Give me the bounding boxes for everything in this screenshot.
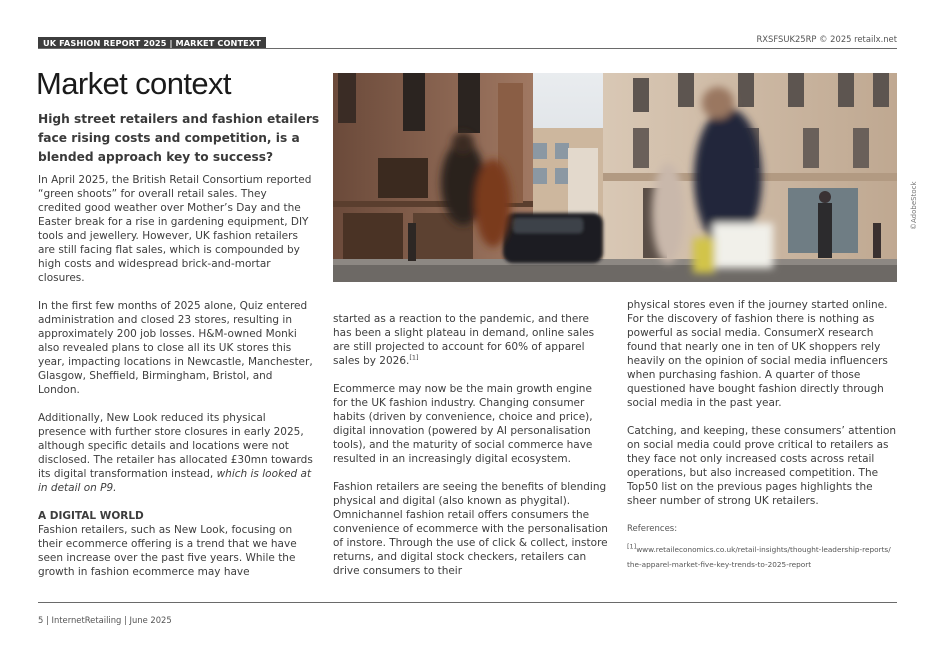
column-two bbox=[333, 312, 608, 592]
page-title: Market context bbox=[36, 66, 231, 101]
section-tag: UK FASHION REPORT 2025 | MARKET CONTEXT bbox=[38, 37, 266, 49]
street-photo bbox=[333, 73, 897, 282]
header-divider bbox=[38, 48, 897, 49]
footer-divider bbox=[38, 602, 897, 603]
column-three bbox=[627, 298, 902, 572]
paragraph: Catching, and keeping, these consumers’ attention on social media could prove critical to retailers as they face not only increased costs across retail operations, but also increased competition. The Top50 list on the previous pages highlights the sheer number of strong UK retailers. bbox=[627, 425, 897, 507]
report-reference: RXSFSUK25RP © 2025 retailx.net bbox=[756, 34, 897, 44]
page-footer: 5 | InternetRetailing | June 2025 bbox=[38, 615, 172, 625]
paragraph: Fashion retailers, such as New Look, focusing on their ecommerce offering is a trend that we have seen increase over the past five years. While the growth in fashion ecommerce may have bbox=[38, 524, 297, 578]
paragraph: Ecommerce may now be the main growth engine for the UK fashion industry. Changing consumer habits (driven by convenience, choice and price), digital innovation (powered by AI personalisation tools), and the maturity of social commerce have resulted in an increasingly digital ecosystem. bbox=[333, 383, 593, 465]
column-one bbox=[38, 173, 313, 593]
paragraph: physical stores even if the journey started online. For the discovery of fashion there is nothing as powerful as social media. ConsumerX research found that nearly one in ten of UK shoppers rely heavily on the opinion of social media influencers when purchasing fashion. A quarter of those questioned have bought fashion directly through social media in the past year. bbox=[627, 299, 888, 409]
paragraph: In the first few months of 2025 alone, Quiz entered administration and closed 23 stores, resulting in approximately 200 job losses. H&M-owned Monki also revealed plans to close all its UK stores this year, impacting locations in Newcastle, Manchester, Glasgow, Sheffield, Birmingham, Bristol, and London. bbox=[38, 300, 313, 396]
reference-link[interactable] bbox=[627, 542, 902, 557]
section-heading: A DIGITAL WORLD bbox=[38, 510, 144, 522]
references-title: References: bbox=[627, 524, 678, 534]
paragraph-text: Additionally, New Look reduced its physical presence with further store closures in early 2025, although specific details and locations were not disclosed. The retailer has allocated £30mn towards its digital transformation instead, bbox=[38, 412, 313, 480]
street-photo-icon bbox=[333, 73, 897, 282]
paragraph bbox=[38, 411, 313, 495]
reference-link-continued[interactable]: the-apparel-market-five-key-trends-to-2025-report bbox=[627, 560, 812, 569]
footnote-marker: [1] bbox=[409, 353, 419, 362]
paragraph: In April 2025, the British Retail Consortium reported “green shoots” for overall retail sales. They credited good weather over Mother’s Day and the Easter break for a rise in gardening equipment, DIY tools and jewellery. However, UK fashion retailers are still facing flat sales, which is compounded by high costs and widespread brick-and-mortar closures. bbox=[38, 174, 312, 284]
footnote-marker: [1] bbox=[627, 542, 637, 551]
page-reference-link: which is looked at in detail on P9. bbox=[38, 468, 312, 494]
reference-url-part-1: www.retaileconomics.co.uk/retail-insights/thought-leadership-reports/ bbox=[636, 545, 891, 554]
photo-credit: ©AdobeStock bbox=[910, 181, 918, 230]
page-subtitle: High street retailers and fashion etailers face rising costs and competition, is a blended approach key to success? bbox=[38, 112, 320, 164]
paragraph-text: started as a reaction to the pandemic, and there has been a slight plateau in demand, online sales are still projected to account for 60% of apparel sales by 2026. bbox=[333, 313, 595, 367]
paragraph: Fashion retailers are seeing the benefits of blending physical and digital (also known as phygital). Omnichannel fashion retail offers consumers the convenience of ecommerce with the personalisation of instore. Through the use of click & collect, instore returns, and digital stock checkers, retailers can drive consumers to their bbox=[333, 481, 608, 577]
paragraph bbox=[333, 312, 608, 368]
